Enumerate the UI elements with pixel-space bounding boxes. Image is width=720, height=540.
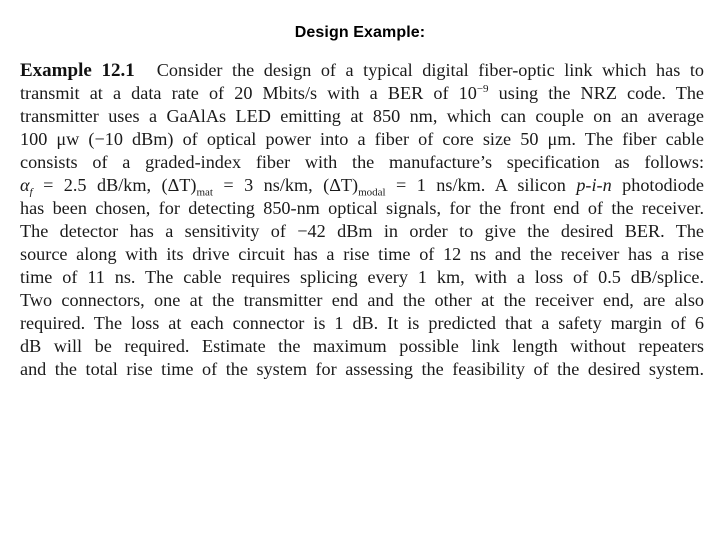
text-run: consists of a graded-index fiber with the manufacture’s specification as follows: xyxy=(20,152,704,172)
text-run: and the total rise time of the system for assessing the feasibility of the desired system. xyxy=(20,359,704,379)
text-line-4 xyxy=(20,127,704,151)
text-run: = 1 ns/km. A silicon xyxy=(385,175,577,195)
text-run: 100 μw (−10 dBm) of optical power into a fiber of core size 50 μm. The fiber cable xyxy=(20,129,704,149)
example-label: Example 12.1 xyxy=(20,60,135,81)
italic-term: p-i-n xyxy=(576,175,612,195)
text-run: Consider the design of a typical digital fiber-optic link which has to xyxy=(156,60,704,80)
superscript: −9 xyxy=(476,82,489,95)
text-run: The detector has a sensitivity of −42 dBm in order to give the desired BER. The xyxy=(20,221,704,241)
slide-title: Design Example: xyxy=(294,24,426,41)
text-line-14 xyxy=(20,357,704,381)
text-run: required. The loss at each connector is 1 dB. It is predicted that a safety margin of 6 xyxy=(20,313,704,333)
text-line-8 xyxy=(20,219,704,243)
text-line-12 xyxy=(20,311,704,335)
text-run: has been chosen, for detecting 850-nm optical signals, for the front end of the receiver. xyxy=(20,198,704,218)
text-line-10 xyxy=(20,265,704,289)
text-line-9 xyxy=(20,242,704,266)
text-line-1 xyxy=(20,58,704,82)
text-run: transmitter uses a GaAlAs LED emitting at 850 nm, which can couple on an average xyxy=(20,106,704,126)
subscript: modal xyxy=(358,186,386,197)
text-run: = 3 ns/km, (ΔT) xyxy=(212,175,359,195)
text-run: Two connectors, one at the transmitter end and the other at the receiver end, are also xyxy=(20,290,704,310)
text-line-11 xyxy=(20,288,704,312)
text-line-7 xyxy=(20,196,704,220)
text-run: time of 11 ns. The cable requires splicing every 1 km, with a loss of 0.5 dB/splice. xyxy=(20,267,704,287)
subscript: mat xyxy=(196,186,213,197)
text-run: source along with its drive circuit has a rise time of 12 ns and the receiver has a rise xyxy=(20,244,704,264)
text-run: = 2.5 dB/km, (ΔT) xyxy=(32,175,197,195)
text-run: transmit at a data rate of 20 Mbits/s with a BER of 10 xyxy=(20,83,477,103)
text-line-6 xyxy=(20,173,704,197)
text-line-13 xyxy=(20,334,704,358)
subscript: f xyxy=(29,186,33,197)
text-line-2 xyxy=(20,81,704,105)
text-run: dB will be required. Estimate the maximum possible link length without repeaters xyxy=(20,336,704,356)
text-line-3 xyxy=(20,104,704,128)
text-line-5 xyxy=(20,150,704,174)
text-run: photodiode xyxy=(611,175,704,195)
alpha-symbol: α xyxy=(20,175,30,195)
text-run: using the NRZ code. The xyxy=(488,83,704,103)
